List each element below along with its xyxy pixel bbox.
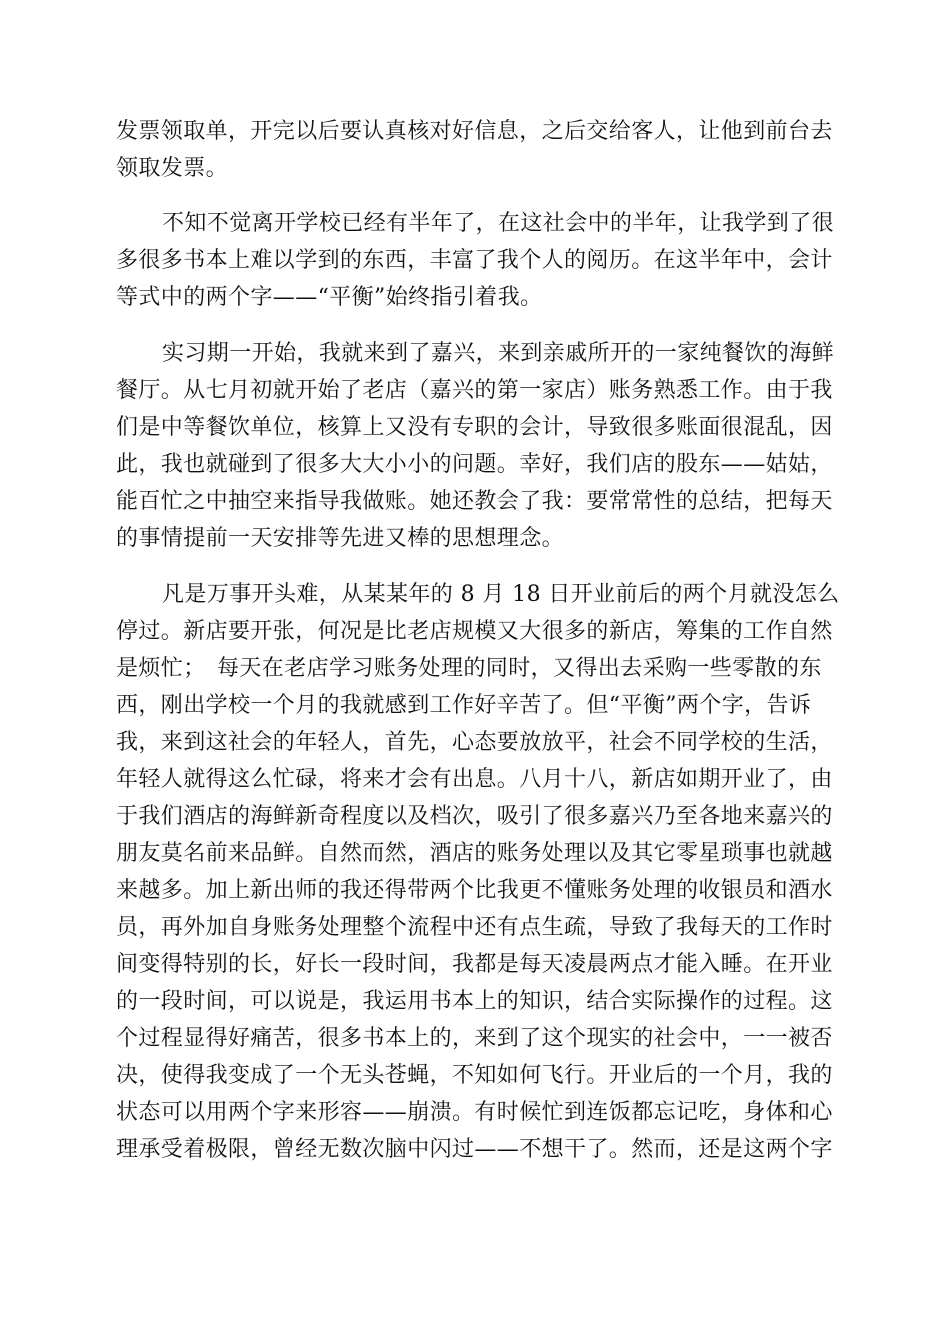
text-line: 的一段时间，可以说是，我运用书本上的知识，结合实际操作的过程。这 <box>116 989 833 1014</box>
text-line: 我，来到这社会的年轻人，首先，心态要放放平，社会不同学校的生活， <box>116 730 833 755</box>
text-line: 西，刚出学校一个月的我就感到工作好辛苦了。但“平衡”两个字，告诉 <box>116 693 812 718</box>
text-line: 员，再外加自身账务处理整个流程中还有点生疏，导致了我每天的工作时 <box>116 915 833 940</box>
text-line: 能百忙之中抽空来指导我做账。她还教会了我：要常常性的总结，把每天 <box>116 489 833 514</box>
text-line: 餐厅。从七月初就开始了老店（嘉兴的第一家店）账务熟悉工作。由于我 <box>116 378 833 403</box>
text-line: 不知不觉离开学校已经有半年了，在这社会中的半年，让我学到了很 <box>162 211 835 236</box>
text-line: 决，使得我变成了一个无头苍蝇，不知如何飞行。开业后的一个月，我的 <box>116 1063 833 1088</box>
text-line: 个过程显得好痛苦，很多书本上的，来到了这个现实的社会中，一一被否 <box>116 1026 833 1051</box>
text-line: 的事情提前一天安排等先进又棒的思想理念。 <box>116 526 565 551</box>
text-line: 此，我也就碰到了很多大大小小的问题。幸好，我们店的股东——姑姑， <box>116 452 833 477</box>
paragraph-1 <box>116 113 836 187</box>
paragraph-2 <box>116 205 836 316</box>
text-line: 停过。新店要开张，何况是比老店规模又大很多的新店，筹集的工作自然 <box>116 619 833 644</box>
text-line: 年轻人就得这么忙碌，将来才会有出息。八月十八，新店如期开业了，由 <box>116 767 833 792</box>
text-line: 实习期一开始，我就来到了嘉兴，来到亲戚所开的一家纯餐饮的海鲜 <box>162 341 835 366</box>
paragraph-3 <box>116 335 836 557</box>
text-line: 状态可以用两个字来形容——崩溃。有时候忙到连饭都忘记吃，身体和心 <box>116 1100 833 1125</box>
text-line: 来越多。加上新出师的我还得带两个比我更不懂账务处理的收银员和酒水 <box>116 878 833 903</box>
text-line: 朋友莫名前来品鲜。自然而然，酒店的账务处理以及其它零星琐事也就越 <box>116 841 833 866</box>
text-line: 理承受着极限，曾经无数次脑中闪过——不想干了。然而，还是这两个字 <box>116 1137 833 1162</box>
text-line: 们是中等餐饮单位，核算上又没有专职的会计，导致很多账面很混乱，因 <box>116 415 833 440</box>
text-line: 凡是万事开头难，从某某年的 8 月 18 日开业前后的两个月就没怎么 <box>162 582 840 607</box>
text-line: 领取发票。 <box>116 156 229 181</box>
paragraph-4 <box>116 576 840 1168</box>
text-line: 多很多书本上难以学到的东西，丰富了我个人的阅历。在这半年中，会计 <box>116 248 833 273</box>
text-line: 是烦忙； 每天在老店学习账务处理的同时，又得出去采购一些零散的东 <box>116 656 822 681</box>
text-line: 于我们酒店的海鲜新奇程度以及档次，吸引了很多嘉兴乃至各地来嘉兴的 <box>116 804 833 829</box>
text-line: 发票领取单，开完以后要认真核对好信息，之后交给客人，让他到前台去 <box>116 119 833 144</box>
text-line: 间变得特别的长，好长一段时间，我都是每天凌晨两点才能入睡。在开业 <box>116 952 833 977</box>
text-line: 等式中的两个字——“平衡”始终指引着我。 <box>116 285 543 310</box>
